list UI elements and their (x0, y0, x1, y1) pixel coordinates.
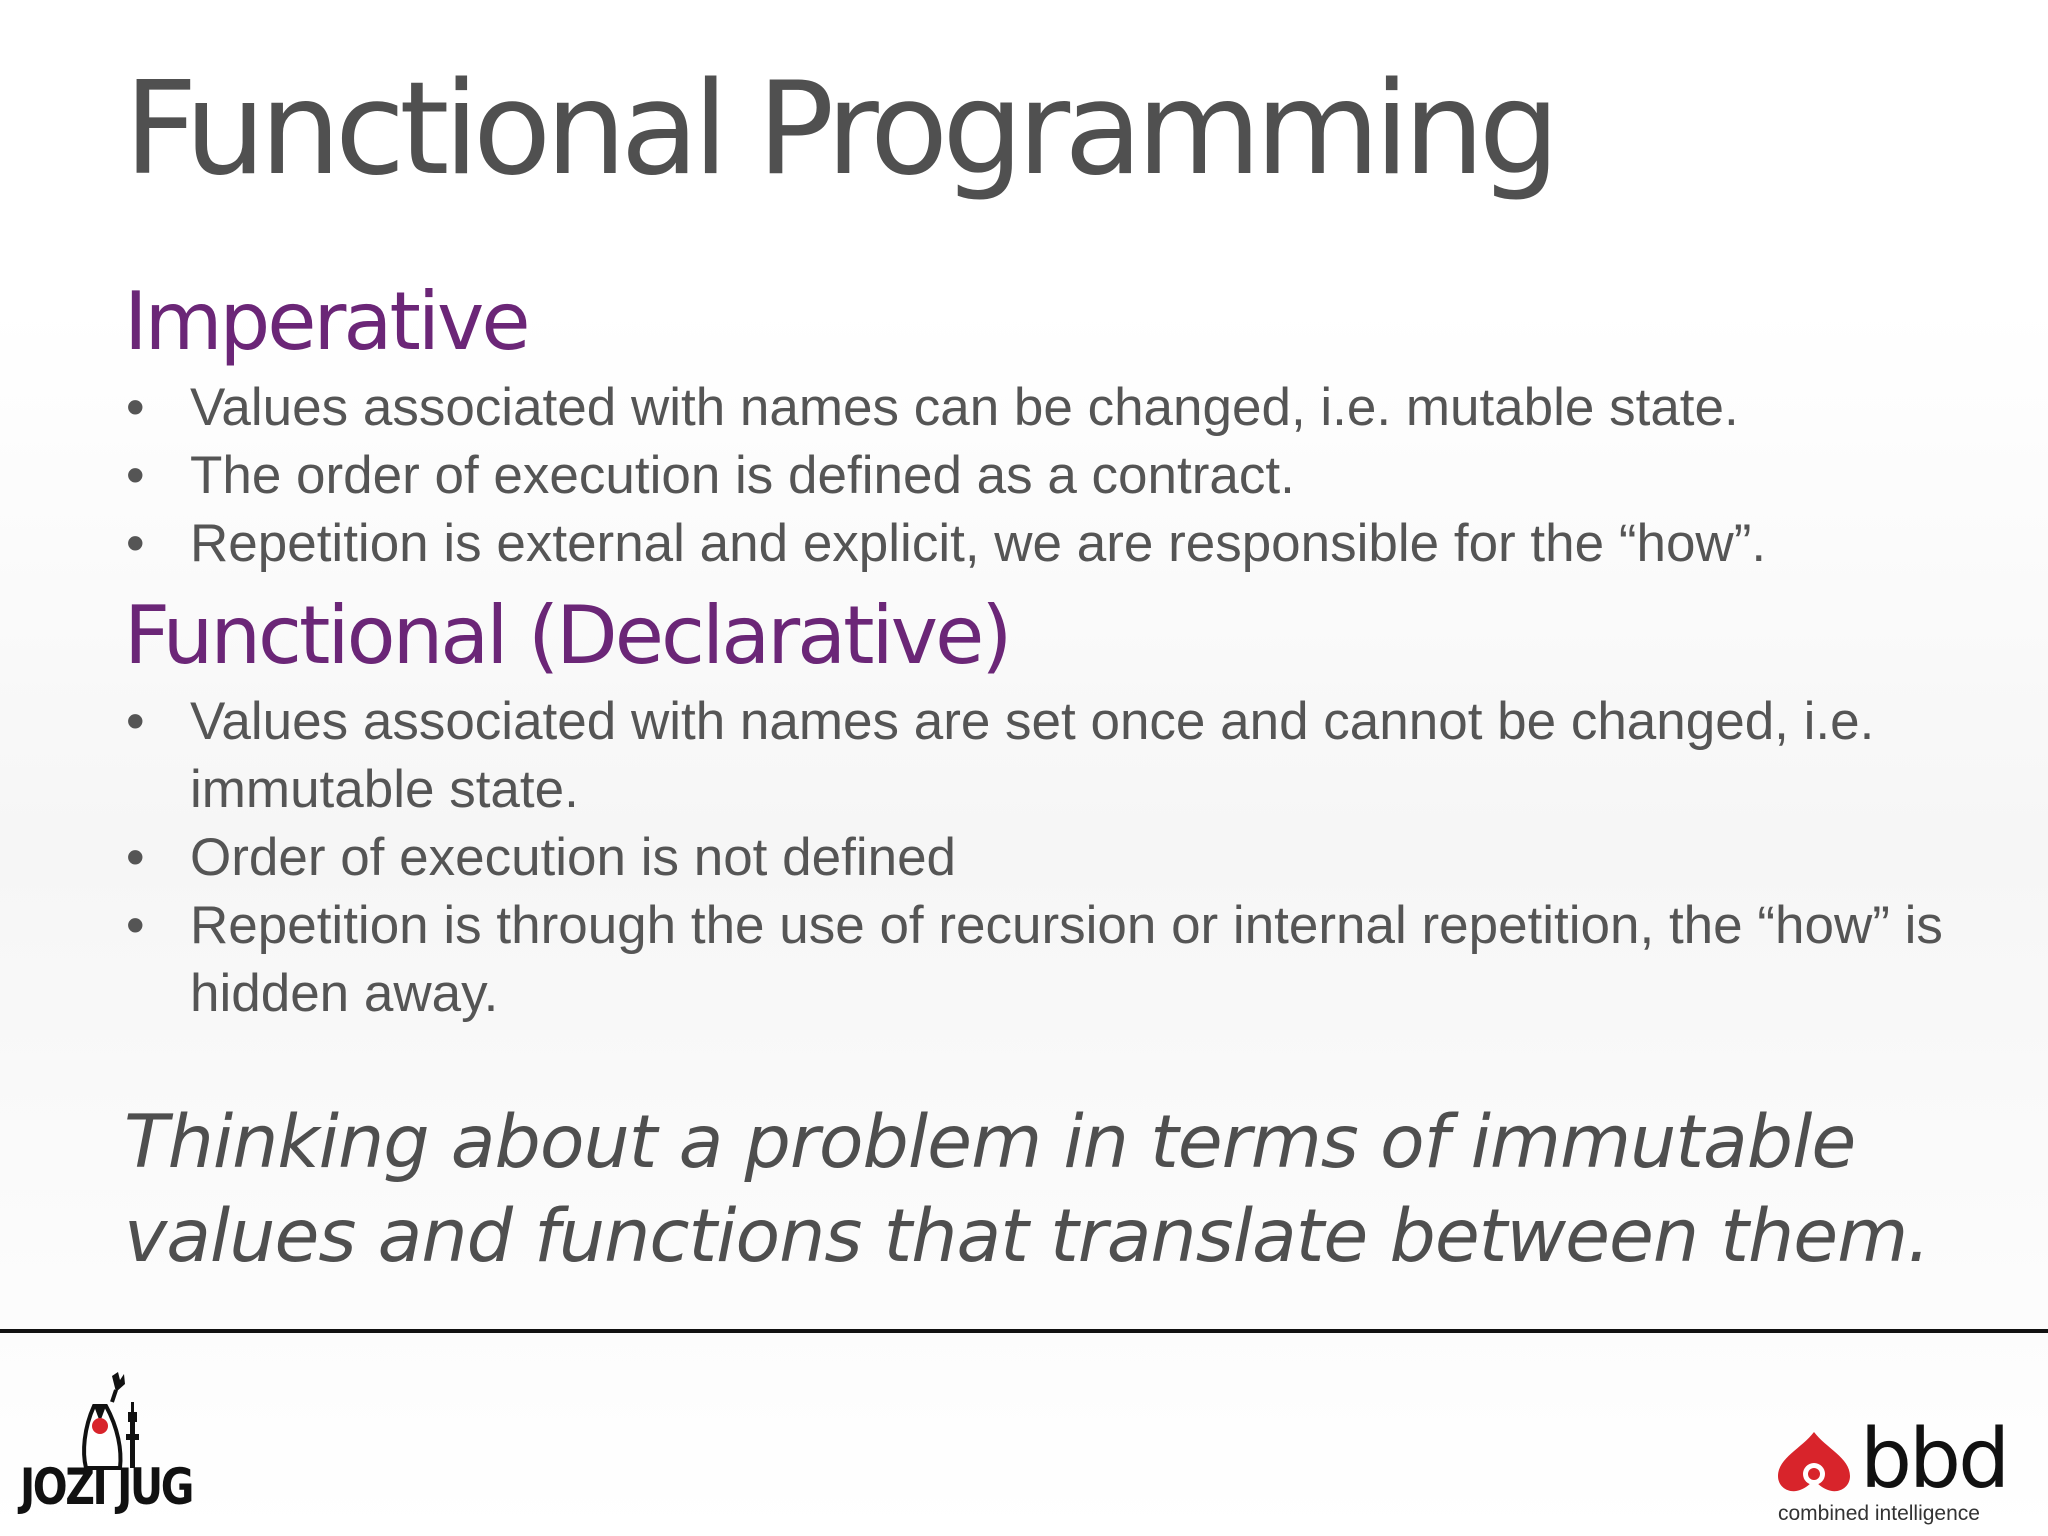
section-heading-functional: Functional (Declarative) (124, 589, 1010, 682)
summary-quote: Thinking about a problem in terms of immutable values and functions that translate between them. (124, 1100, 1930, 1279)
bullet-text: Repetition is external and explicit, we are responsible for the “how”. (190, 514, 1767, 573)
jozi-jug-wordmark: JOZI JUG (20, 1458, 192, 1516)
functional-bullet-list (124, 688, 1964, 1028)
duke-mascot-icon (72, 1372, 162, 1472)
footer-divider (0, 1329, 2048, 1333)
bullet-dot: • (126, 378, 145, 437)
bullet-text: The order of execution is defined as a contract. (190, 446, 1295, 505)
bullet-dot: • (126, 692, 145, 751)
bullet-item (124, 442, 1964, 510)
bullet-item (124, 510, 1964, 578)
bullet-dot: • (126, 896, 145, 955)
bullet-dot: • (126, 446, 145, 505)
bbd-drop-icon (1772, 1428, 1862, 1498)
bullet-text: Values associated with names can be changed, i.e. mutable state. (190, 378, 1739, 437)
imperative-bullet-list (124, 374, 1964, 578)
bullet-dot: • (126, 514, 145, 573)
bullet-item (124, 374, 1964, 442)
bullet-item (124, 824, 1964, 892)
section-heading-imperative: Imperative (124, 275, 528, 368)
bbd-logo (1772, 1412, 2032, 1532)
bullet-item (124, 688, 1964, 824)
jozi-jug-logo (20, 1372, 220, 1522)
bullet-dot: • (126, 828, 145, 887)
slide-title: Functional Programming (124, 55, 1554, 204)
bbd-tagline: combined intelligence (1778, 1502, 1980, 1525)
bullet-text: Repetition is through the use of recursion or internal repetition, the “how” is hidden away. (190, 896, 1943, 1023)
bullet-item (124, 892, 1964, 1028)
bullet-text: Order of execution is not defined (190, 828, 957, 887)
bbd-wordmark: bbd (1860, 1412, 2008, 1507)
bullet-text: Values associated with names are set once and cannot be changed, i.e. immutable state. (190, 692, 1875, 819)
